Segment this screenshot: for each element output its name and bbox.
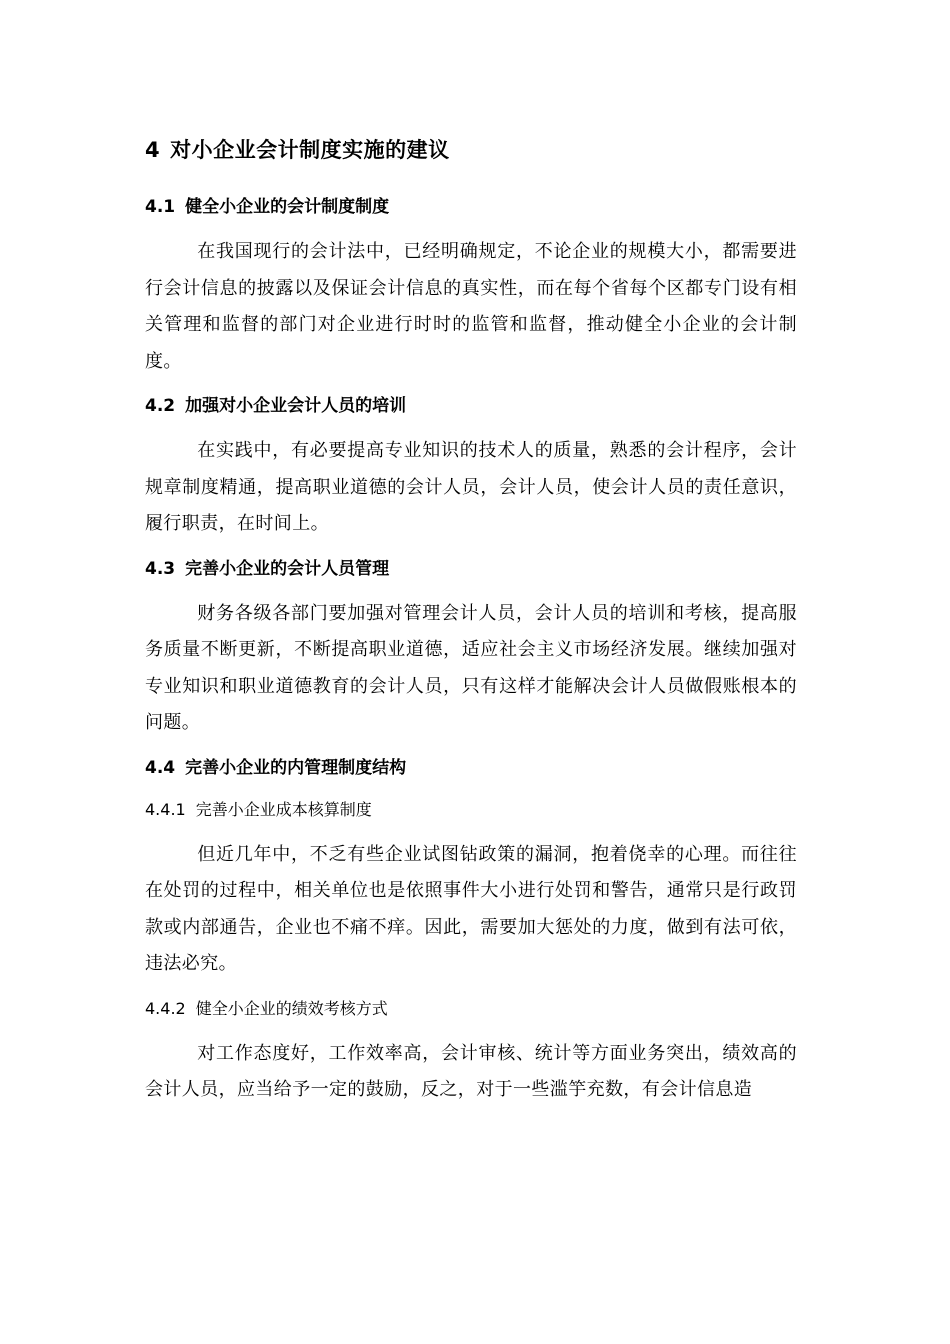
- section-title: 加强对小企业会计人员的培训: [185, 396, 407, 416]
- section-title: 完善小企业的内管理制度结构: [185, 757, 407, 778]
- chapter-number: 4: [145, 138, 161, 162]
- subsection-4-4-1-paragraph: 但近几年中，不乏有些企业试图钻政策的漏洞，抱着侥幸的心理。而往往在处罚的过程中，相关单位也是依照事件大小进行处罚和警告，通常只是行政罚款或内部通告，企业也不痛不痒。因此，需要加大惩处的力度，做到有法可依，违法必究。: [145, 843, 797, 974]
- subsection-title: 健全小企业的绩效考核方式: [195, 998, 388, 1018]
- section-heading-4-4: [145, 753, 797, 783]
- subsection-number: 4.4.1: [145, 799, 186, 819]
- section-4-3-paragraph: 财务各级各部门要加强对管理会计人员，会计人员的培训和考核，提高服务质量不断更新，不断提高职业道德，适应社会主义市场经济发展。继续加强对专业知识和职业道德教育的会计人员，只有这样才能解决会计人员做假账根本的问题。: [145, 602, 797, 733]
- section-title: 完善小企业的会计人员管理: [185, 558, 390, 579]
- subsection-heading-4-4-1: [145, 795, 797, 825]
- section-number: 4.4: [145, 757, 176, 778]
- section-number: 4.1: [145, 197, 176, 217]
- subsection-heading-4-4-2: [145, 994, 797, 1024]
- section-number: 4.2: [145, 396, 176, 416]
- subsection-title: 完善小企业成本核算制度: [195, 799, 372, 819]
- chapter-heading: [145, 130, 797, 170]
- section-heading-4-1: [145, 192, 797, 222]
- document-body: [145, 130, 797, 1120]
- subsection-number: 4.4.2: [145, 998, 186, 1018]
- chapter-title: 对小企业会计制度实施的建议: [170, 138, 450, 162]
- subsection-4-4-2-paragraph: 对工作态度好，工作效率高，会计审核、统计等方面业务突出，绩效高的会计人员，应当给予一定的鼓励，反之，对于一些滥竽充数，有会计信息造: [145, 1042, 797, 1100]
- section-heading-4-3: [145, 554, 797, 584]
- section-4-2-paragraph: 在实践中，有必要提高专业知识的技术人的质量，熟悉的会计程序，会计规章制度精通，提高职业道德的会计人员，会计人员，使会计人员的责任意识，履行职责，在时间上。: [145, 440, 797, 534]
- section-number: 4.3: [145, 558, 176, 579]
- section-heading-4-2: [145, 391, 797, 421]
- section-title: 健全小企业的会计制度制度: [185, 197, 390, 217]
- section-4-1-paragraph: 在我国现行的会计法中，已经明确规定，不论企业的规模大小，都需要进行会计信息的披露以及保证会计信息的真实性，而在每个省每个区都专门设有相关管理和监督的部门对企业进行时时的监管和监督，推动健全小企业的会计制度。: [145, 241, 797, 372]
